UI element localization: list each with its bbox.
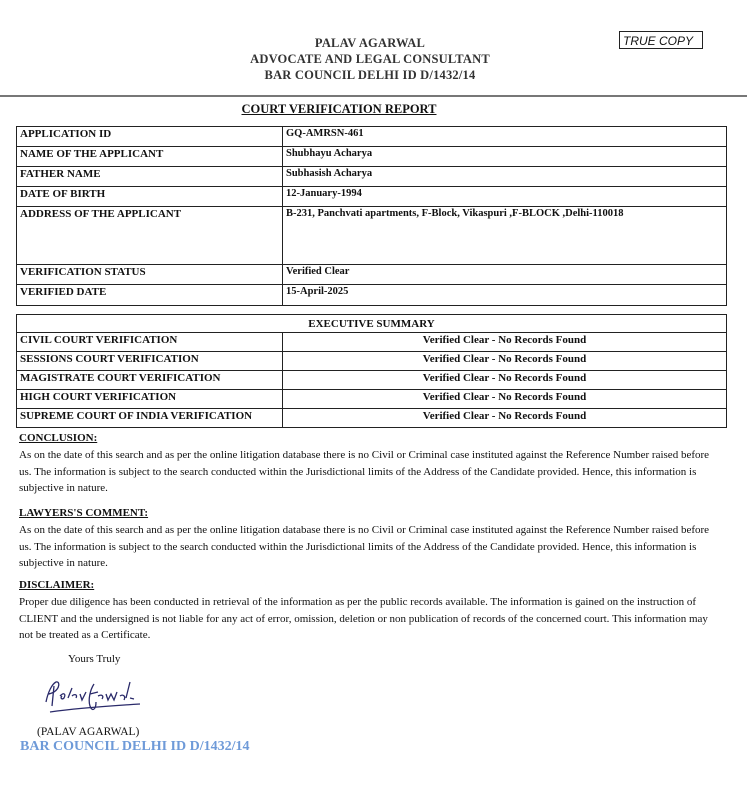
- table-row: [17, 147, 727, 167]
- header-name: PALAV AGARWAL: [314, 36, 426, 50]
- signatory-bar-id: BAR COUNCIL DELHI ID D/1432/14: [20, 739, 250, 754]
- disclaimer-section: [19, 579, 719, 644]
- row-label: MAGISTRATE COURT VERIFICATION: [17, 371, 283, 390]
- true-copy-stamp: TRUE COPY: [619, 31, 703, 49]
- table-row: [17, 285, 727, 306]
- header-divider: [0, 95, 747, 97]
- lawyers-comment-text: As on the date of this search and as per the online litigation database there is no Civil or Criminal case instituted against the Reference Number raised before us. The information is subject to the search conducted within the Jurisdictional limits of the Address of the Candidate provided. Hence, this information is subjective in nature.: [19, 524, 710, 570]
- lawyers-comment-section: [19, 507, 719, 572]
- row-value: Verified Clear - No Records Found: [283, 371, 727, 390]
- row-value: Verified Clear - No Records Found: [283, 409, 727, 428]
- table-row: [17, 371, 727, 390]
- row-label: ADDRESS OF THE APPLICANT: [17, 207, 283, 265]
- conclusion-text: As on the date of this search and as per the online litigation database there is no Civil or Criminal case instituted against the Reference Number raised before us. The information is subject to the search conducted within the Jurisdictional limits of the Address of the Candidate provided. Hence, this information is subjective in nature.: [19, 449, 710, 495]
- row-value: B-231, Panchvati apartments, F-Block, Vikaspuri ,F-BLOCK ,Delhi-110018: [283, 207, 727, 265]
- report-title: COURT VERIFICATION REPORT: [241, 102, 437, 116]
- table-row: [17, 187, 727, 207]
- row-value: Verified Clear - No Records Found: [283, 333, 727, 352]
- table-row: [17, 167, 727, 187]
- header-bar-id: BAR COUNCIL DELHI ID D/1432/14: [264, 68, 476, 82]
- table-row: [17, 409, 727, 428]
- closing-text: Yours Truly: [68, 653, 121, 665]
- disclaimer-text: Proper due diligence has been conducted in retrieval of the information as per the public records available. The information is gained on the instruction of CLIENT and the undersigned is not liable for any act of error, omission, deletion or non publication of records of the concerned court. This information may not be treated as a Certificate.: [19, 596, 708, 642]
- conclusion-section: [19, 432, 719, 497]
- table-row: [17, 390, 727, 409]
- disclaimer-heading: DISCLAIMER:: [19, 579, 95, 591]
- row-label: SUPREME COURT OF INDIA VERIFICATION: [17, 409, 283, 428]
- lawyers-comment-heading: LAWYERS'S COMMENT:: [19, 507, 149, 519]
- applicant-details-table: [16, 126, 727, 306]
- row-value: Verified Clear - No Records Found: [283, 352, 727, 371]
- row-label: APPLICATION ID: [17, 127, 283, 147]
- row-value: Verified Clear - No Records Found: [283, 390, 727, 409]
- row-value: Shubhayu Acharya: [283, 147, 727, 167]
- row-label: CIVIL COURT VERIFICATION: [17, 333, 283, 352]
- row-value: 15-April-2025: [283, 285, 727, 306]
- conclusion-heading: CONCLUSION:: [19, 432, 98, 444]
- table-row: [17, 265, 727, 285]
- row-label: VERIFIED DATE: [17, 285, 283, 306]
- row-label: DATE OF BIRTH: [17, 187, 283, 207]
- signatory-name: (PALAV AGARWAL): [37, 726, 140, 738]
- row-label: VERIFICATION STATUS: [17, 265, 283, 285]
- row-label: FATHER NAME: [17, 167, 283, 187]
- row-label: SESSIONS COURT VERIFICATION: [17, 352, 283, 371]
- table-row: [17, 352, 727, 371]
- row-value: GQ-AMRSN-461: [283, 127, 727, 147]
- signature-image: [38, 672, 148, 722]
- row-value: Verified Clear: [283, 265, 727, 285]
- row-value: 12-January-1994: [283, 187, 727, 207]
- table-row: [17, 207, 727, 265]
- row-label: NAME OF THE APPLICANT: [17, 147, 283, 167]
- row-value: Subhasish Acharya: [283, 167, 727, 187]
- summary-heading: EXECUTIVE SUMMARY: [17, 315, 727, 333]
- table-row: [17, 127, 727, 147]
- table-row: [17, 333, 727, 352]
- header-role: ADVOCATE AND LEGAL CONSULTANT: [250, 52, 490, 66]
- row-label: HIGH COURT VERIFICATION: [17, 390, 283, 409]
- executive-summary-table: [16, 314, 727, 428]
